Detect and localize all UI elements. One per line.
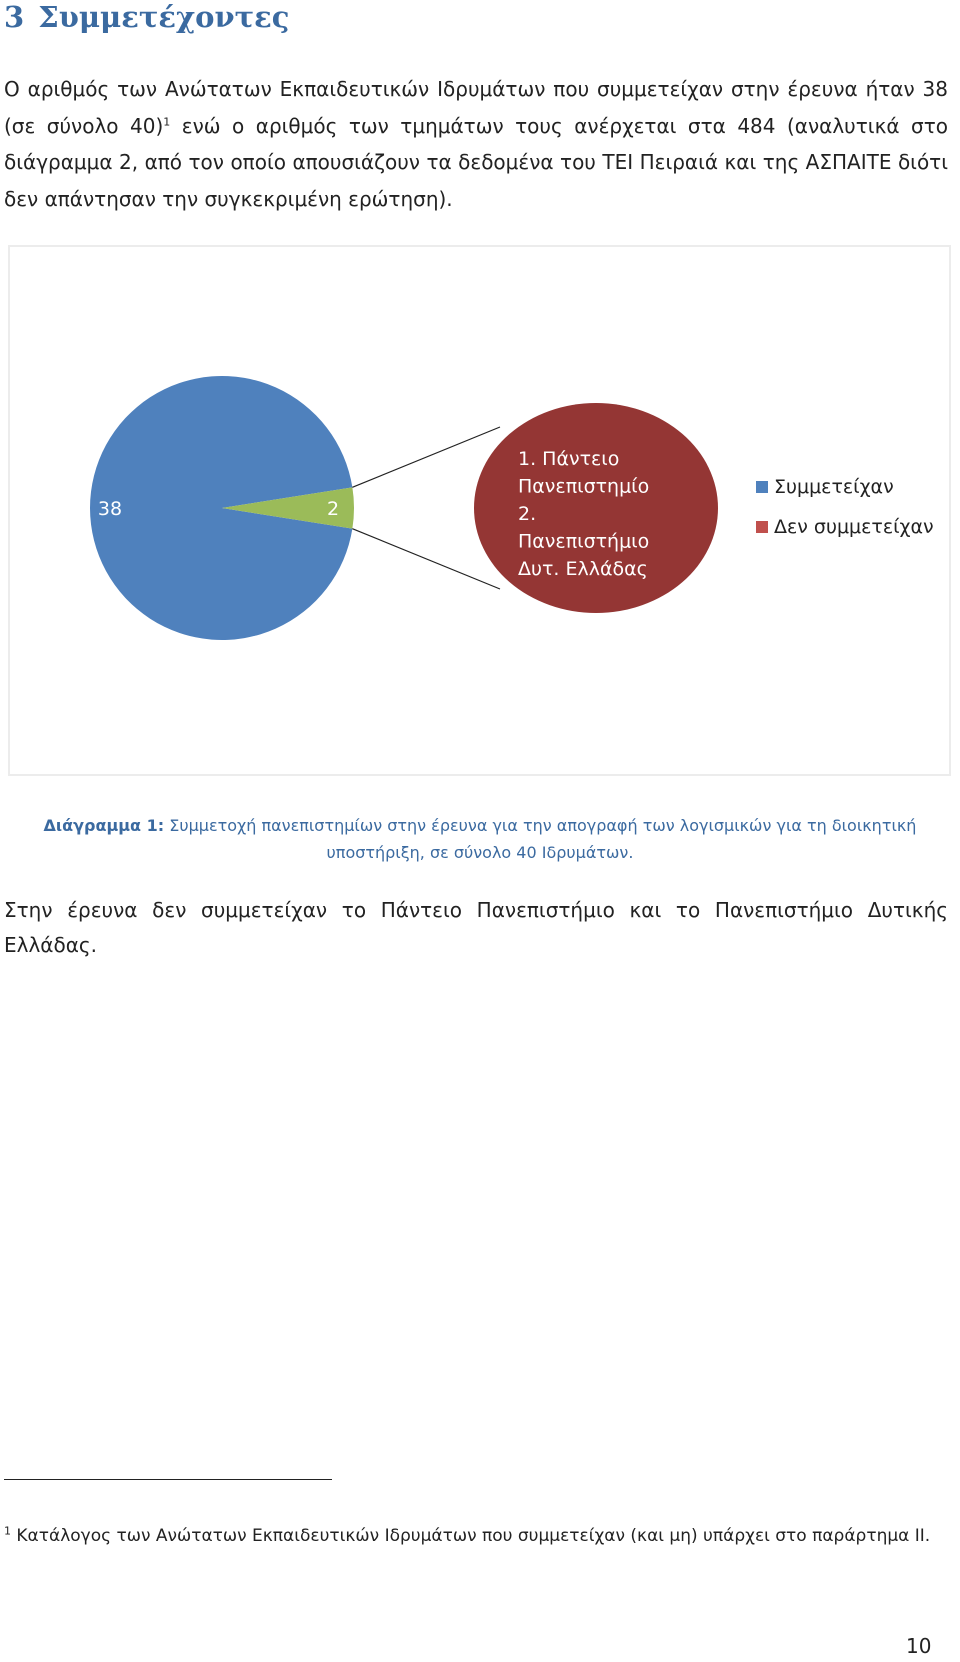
- data-label-not-participated: 2: [326, 498, 340, 520]
- legend-swatch: [756, 521, 768, 533]
- page-number: 10: [906, 1634, 932, 1658]
- legend-label: Συμμετείχαν: [774, 476, 894, 498]
- secondary-label-line: 1. Πάντειο: [518, 448, 620, 470]
- connector-line-bottom: [352, 529, 500, 589]
- footnote-reference[interactable]: 1: [163, 114, 171, 128]
- section-title: Συμμετέχοντες: [38, 0, 290, 34]
- section-number: 3: [4, 0, 25, 34]
- secondary-label-line: 2.: [518, 503, 537, 525]
- secondary-label-line: Δυτ. Ελλάδας: [518, 558, 648, 580]
- intro-text-before: Ο αριθμός των Ανώτατων Εκπαιδευτικών Ιδρυμάτων που συμμετείχαν στην έρευνα ήταν 38 (σε σύνολο 40): [4, 77, 948, 138]
- footnote-marker: 1: [4, 1524, 11, 1538]
- footnote: [4, 1522, 948, 1551]
- intro-text-after: ενώ ο αριθμός των τμημάτων τους ανέρχεται στα 484 (αναλυτικά στο διάγραμμα 2, από τον οποίο απουσιάζουν τα δεδομένα του ΤΕΙ Πειραιά και της ΑΣΠΑΙΤΕ διότι δεν απάντησαν την συγκεκριμένη ερώτηση).: [4, 113, 948, 211]
- legend-label: Δεν συμμετείχαν: [774, 516, 934, 538]
- secondary-pie: [474, 403, 718, 613]
- footnote-separator: [4, 1479, 332, 1480]
- chart-frame: [8, 245, 951, 776]
- caption-text: Συμμετοχή πανεπιστημίων στην έρευνα για την απογραφή των λογισμικών για τη διοικητική υποστήριξη, σε σύνολο 40 Ιδρυμάτων.: [164, 816, 917, 862]
- section-heading: [4, 0, 289, 34]
- connector-line-top: [352, 427, 500, 487]
- secondary-label-line: Πανεπιστήμιο: [518, 530, 650, 553]
- data-label-participated: 38: [97, 498, 123, 520]
- footnote-text: Κατάλογος των Ανώτατων Εκπαιδευτικών Ιδρυμάτων που συμμετείχαν (και μη) υπάρχει στο παράρτημα ΙΙ.: [11, 1526, 931, 1546]
- result-paragraph: Στην έρευνα δεν συμμετείχαν το Πάντειο Πανεπιστήμιο και το Πανεπιστήμιο Δυτικής Ελλάδας.: [4, 898, 948, 957]
- caption-label: Διάγραμμα 1:: [43, 816, 165, 835]
- intro-paragraph: [4, 71, 948, 217]
- legend-swatch: [756, 481, 768, 493]
- secondary-label-line: Πανεπιστημίο: [518, 475, 650, 498]
- pie-of-pie-chart: [10, 247, 949, 774]
- figure-caption: [20, 812, 940, 866]
